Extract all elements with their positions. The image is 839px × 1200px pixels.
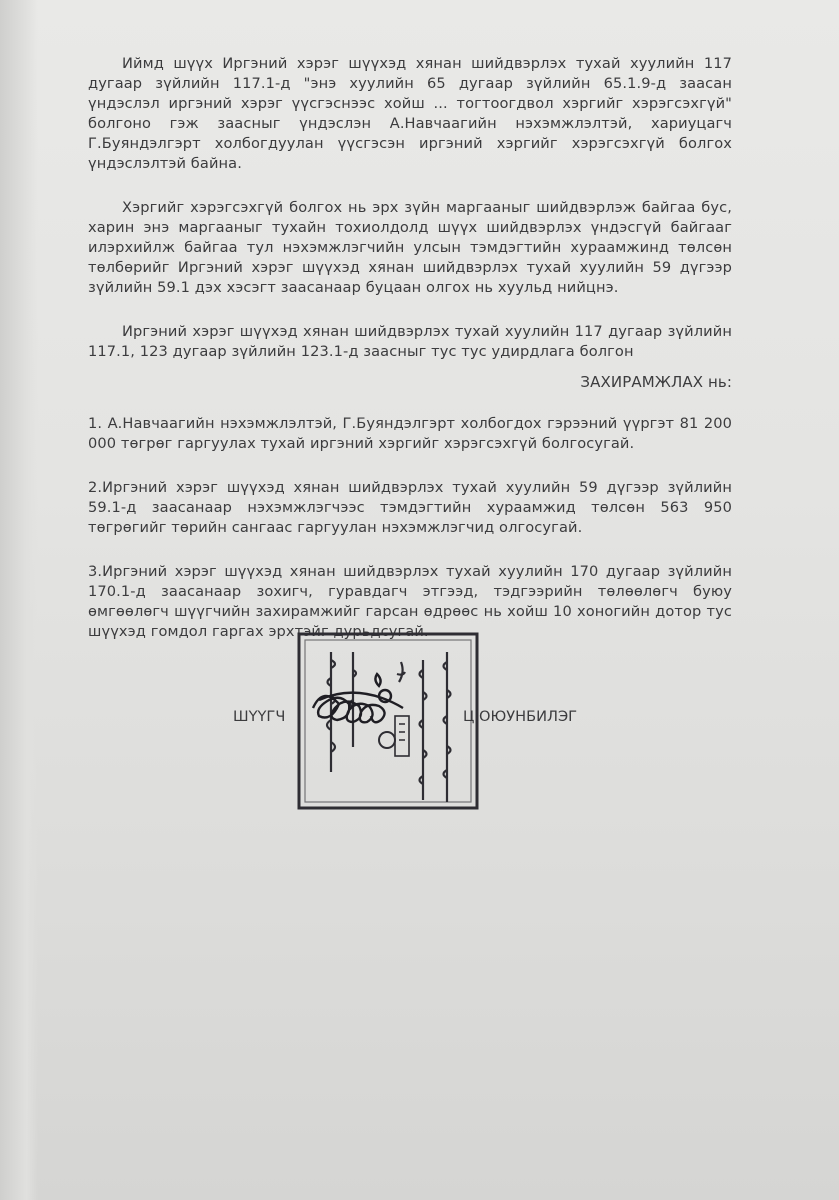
paragraph-3: Иргэний хэрэг шүүхэд хянан шийдвэрлэх тухай хуулийн 117 дугаар зүйлийн 117.1, 123 дугаар зүйлийн 123.1-д заасныг тус тус удирдлага болгон	[88, 323, 732, 360]
paragraph-2: Хэргийг хэрэгсэхгүй болгох нь эрх зүйн маргааныг шийдвэрлэж байгаа бус, харин энэ маргааныг тухайн тохиолдолд шүүх шийдвэрлэх үндэсгүй байгааг илэрхийлж байгаа тул нэхэмжлэгчийн улсын тэмдэгтийн хураамжинд төлсөн төлбөрийг Иргэний хэрэг шүүхэд хянан шийдвэрлэх тухай хуулийн 59 дүгээр зүйлийн 59.1 дэх хэсэгт заасанаар буцаан олгох нь хуульд нийцнэ.	[88, 199, 732, 296]
paragraph-1: Иймд шүүх Иргэний хэрэг шүүхэд хянан шийдвэрлэх тухай хуулийн 117 дугаар зүйлийн 117.1-д "энэ хуулийн 65 дугаар зүйлийн 65.1.9-д заасан үндэслэл иргэний хэрэг үүсгэснээс хойш ... тогтоогдвол хэргийг хэрэгсэхгүй" болгоно гэж заасныг үндэслэн А.Навчаагийн нэхэмжлэлтэй, хариуцагч Г.Буяндэлгэрт холбогдуулан үүсгэсэн иргэний хэргийг хэрэгсэхгүй болгох үндэслэлтэй байна.	[88, 55, 732, 172]
document-body	[88, 54, 732, 666]
seal-soyombo-emblem	[379, 716, 409, 756]
official-seal-stamp	[295, 630, 481, 812]
signer-title: ШҮҮГЧ	[233, 708, 286, 725]
decision-heading: ЗАХИРАМЖЛАХ нь:	[580, 373, 732, 391]
seal-mongol-script	[327, 652, 451, 802]
decision-item-1: 1. А.Навчаагийн нэхэмжлэлтэй, Г.Буяндэлгэрт холбогдох гэрээний үүргэт 81 200 000 төгрөг гаргуулах тухай иргэний хэргийг хэрэгсэхгүй болгосугай.	[88, 415, 732, 452]
seal-border	[299, 634, 477, 808]
paper-fold-shadow	[0, 0, 38, 1200]
signer-name: Ц.ОЮУНБИЛЭГ	[463, 708, 578, 725]
decision-item-3: 3.Иргэний хэрэг шүүхэд хянан шийдвэрлэх тухай хуулийн 170 дугаар зүйлийн 170.1-д заасанаар зохигч, гуравдагч этгээд, тэдгээрийн төлөөлөгч буюу өмгөөлөгч шүүгчийн захирамжийг гарсан өдрөөс нь хойш 10 хоногийн дотор тус шүүхэд гомдол гаргах эрхтэйг дурьдсугай.	[88, 563, 732, 640]
decision-item-2: 2.Иргэний хэрэг шүүхэд хянан шийдвэрлэх тухай хуулийн 59 дүгээр зүйлийн 59.1-д заасанаар нэхэмжлэгчээс тэмдэгтийн хураамжид төлсөн 563 950 төгрөгийг төрийн сангаас гаргуулан нэхэмжлэгчид олгосугай.	[88, 479, 732, 536]
